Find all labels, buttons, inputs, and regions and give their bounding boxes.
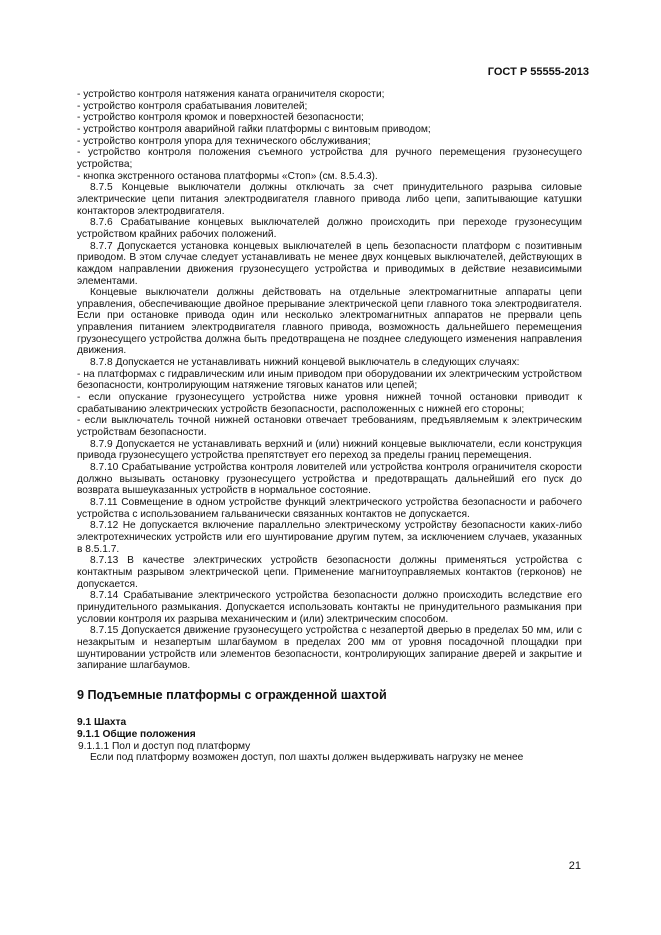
list-item: - кнопка экстренного останова платформы «Стоп» (см. 8.5.4.3). — [77, 170, 378, 182]
list-item: - устройство контроля упора для технического обслуживания; — [77, 135, 371, 147]
paragraph: 8.7.9 Допускается не устанавливать верхний и (или) нижний концевые выключатели, если конструкция привода грузонесущего устройства препятствует его переход за пределы границ перемещения. — [77, 438, 582, 462]
section-heading: 9 Подъемные платформы с огражденной шахтой — [77, 687, 387, 702]
list-item: - устройство контроля положения съемного устройства для ручного перемещения грузонесущего устройства; — [77, 147, 582, 170]
paragraph: 8.7.7 Допускается установка концевых выключателей в цепь безопасности платформ с позитивным приводом. В этом случае следует устанавливать не менее двух концевых выключателей, действующих в каждом направлении движения грузонесущего устройства и приводимых в действие независимыми элементами. — [77, 240, 582, 287]
paragraph: 8.7.11 Совмещение в одном устройстве функций электрического устройства безопасности и рабочего устройства с использованием гальванически связанных контактов не допускается. — [77, 496, 582, 520]
list-item: - устройство контроля аварийной гайки платформы с винтовым приводом; — [77, 123, 431, 135]
clause-title: 9.1.1.1 Пол и доступ под платформу — [78, 740, 251, 752]
paragraph: 8.7.15 Допускается движение грузонесущего устройства с незапертой дверью в пределах 50 мм, или с незакрытым и незапертым шлагбаумом в пределах 200 мм от уровня посадочной площадки при шунтировании устройств или элементов безопасности, контролирующих запирание дверей и закрытие и запирание шлагбаумов. — [77, 625, 582, 672]
paragraph: 8.7.13 В качестве электрических устройств безопасности должны применяться устройства с контактным разрывом электрической цепи. Применение магнитоуправляемых контактов (герконов) не допускается. — [77, 555, 582, 590]
document-code: ГОСТ Р 55555-2013 — [487, 66, 589, 78]
paragraph: 8.7.6 Срабатывание концевых выключателей должно происходить при переходе грузонесущим устройством крайних рабочих положений. — [77, 217, 582, 240]
paragraph: 8.7.5 Концевые выключатели должны отключать за счет принудительного разрыва силовые электрические цепи питания электродвигателя главного привода либо цепи, запитывающие катушки контакторов электродвигателя. — [77, 182, 582, 217]
paragraph: 8.7.8 Допускается не устанавливать нижний концевой выключатель в следующих случаях: — [90, 357, 520, 369]
paragraph: 8.7.10 Срабатывание устройства контроля ловителей или устройства контроля ограничителя скорости должно вызывать остановку грузонесущего устройства и предотвращать дальнейший его пуск до возврата вышеуказанных устройств в нормальное состояние. — [77, 462, 582, 497]
paragraph: 8.7.14 Срабатывание электрического устройства безопасности должно происходить вследствие его принудительного размыкания. Допускается использовать контакты не принудительного размыкания при условии контроля их разрыва механическим и (или) электрическим способом. — [77, 590, 582, 625]
list-item: - устройство контроля срабатывания ловителей; — [77, 100, 308, 112]
subsection-heading: 9.1 Шахта — [77, 717, 127, 729]
list-item: - если выключатель точной нижней остановки отвечает требованиям, предъявляемым к электрическим устройствам безопасности. — [77, 415, 582, 439]
paragraph: 8.7.12 Не допускается включение параллельно электрическому устройству безопасности каких-либо электротехнических устройств или его шунтирование другим путем, за исключением случаев, указанных в 8.5.1.7. — [77, 520, 582, 555]
list-item: - устройство контроля натяжения каната ограничителя скорости; — [77, 89, 385, 100]
list-item: - если опускание грузонесущего устройства ниже уровня нижней точной остановки приводит к срабатыванию электрических устройств безопасности, расположенных с нижней его стороны; — [77, 392, 582, 415]
page-number: 21 — [568, 860, 581, 872]
paragraph: Концевые выключатели должны действовать на отдельные электромагнитные аппараты цепи управления, обеспечивающие двойное прерывание электрической цепи главного тока электродвигателя. Если при остановке привода один или несколько электромагнитных аппаратов не прервали цепь управления питанием электродвигателя главного привода, возможность дальнейшего перемещения грузонесущего устройства должна быть предотвращена не позднее следующего изменения направления движения. — [77, 287, 582, 357]
paragraph: Если под платформу возможен доступ, пол шахты должен выдерживать нагрузку не менее — [90, 752, 524, 764]
list-item: - устройство контроля кромок и поверхностей безопасности; — [77, 112, 364, 124]
list-item: - на платформах с гидравлическим или иным приводом при оборудовании их электрическим устройством безопасности, контролирующим натяжение тяговых канатов или цепей; — [77, 368, 582, 392]
subsection-heading: 9.1.1 Общие положения — [77, 729, 196, 741]
page-body — [77, 89, 582, 764]
